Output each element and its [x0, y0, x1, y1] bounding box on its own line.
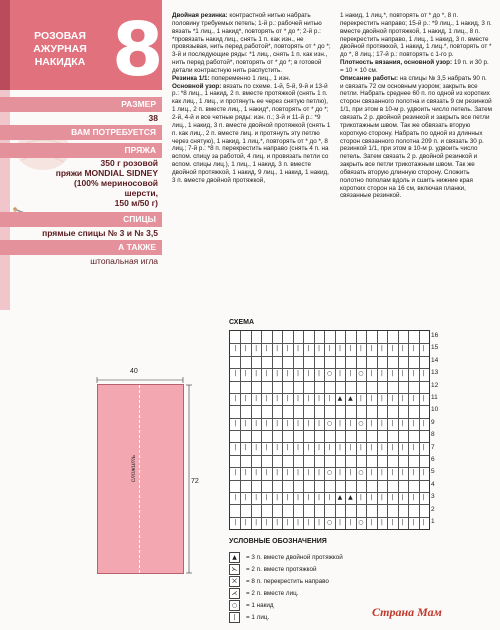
grid-row-line [230, 381, 429, 382]
grid-row-line [230, 368, 429, 369]
chart-stitch-mark: | [412, 444, 415, 452]
chart-stitch-mark: | [318, 469, 321, 477]
chart-stitch-mark: | [307, 345, 310, 353]
grid-row-line [230, 455, 429, 456]
chart-stitch-mark: | [276, 394, 279, 402]
chart-stitch-mark: | [422, 419, 425, 427]
chart-stitch-mark: | [422, 518, 425, 526]
chart-stitch-mark: | [401, 419, 404, 427]
chart-stitch-mark: | [255, 370, 258, 378]
chart-stitch-mark: ▲ [348, 493, 353, 501]
chart-stitch-mark: | [265, 493, 268, 501]
chart-stitch-mark: | [244, 469, 247, 477]
legend-label: = 2 п. вместе протяжкой [246, 566, 317, 574]
chart-stitch-mark: | [328, 394, 331, 402]
grid-row-line [230, 393, 429, 394]
chart-stitch-mark: | [380, 518, 383, 526]
row-number: 7 [431, 443, 435, 451]
need-band: ВАМ ПОТРЕБУЕТСЯ [0, 125, 162, 140]
grid-row-line [230, 480, 429, 481]
chart-stitch-mark: | [401, 370, 404, 378]
chart-stitch-mark: | [297, 444, 300, 452]
chart-stitch-mark: | [234, 394, 237, 402]
chart-stitch-mark: | [412, 469, 415, 477]
chart-stitch-mark: | [370, 345, 373, 353]
chart-stitch-mark: | [412, 518, 415, 526]
chart-stitch-mark: | [401, 444, 404, 452]
chart-stitch-mark: | [391, 493, 394, 501]
chart-stitch-mark: | [286, 370, 289, 378]
chart-stitch-mark: | [359, 345, 362, 353]
yarn-band: ПРЯЖА [0, 143, 162, 158]
grid-row-line [230, 504, 429, 505]
chart-stitch-mark: | [234, 469, 237, 477]
chart-stitch-mark: | [391, 345, 394, 353]
legend-label: = 1 накид [246, 602, 274, 610]
legend-item [229, 564, 317, 576]
grid-row-line [230, 418, 429, 419]
chart-stitch-mark: | [265, 345, 268, 353]
needles-value: прямые спицы № 3 и № 3,5 [42, 228, 158, 238]
chart-stitch-mark: ▲ [348, 394, 353, 402]
chart-stitch-mark: | [265, 370, 268, 378]
chart-stitch-mark: | [318, 493, 321, 501]
chart-stitch-mark: | [338, 518, 341, 526]
chart-stitch-mark: | [359, 444, 362, 452]
chart-stitch-mark: | [412, 419, 415, 427]
schema-title: СХЕМА [229, 319, 255, 326]
chart-stitch-mark: | [412, 345, 415, 353]
title-line: АЖУРНАЯ [33, 43, 87, 55]
row-number: 6 [431, 456, 435, 464]
chart-stitch-mark: | [380, 370, 383, 378]
grid-row-line [230, 442, 429, 443]
chart-stitch-mark: | [307, 518, 310, 526]
chart-stitch-mark: | [359, 493, 362, 501]
chart-stitch-mark: | [401, 493, 404, 501]
chart-stitch-mark: | [412, 370, 415, 378]
row-number: 2 [431, 505, 435, 513]
chart-stitch-mark: | [318, 345, 321, 353]
legend-label: = 2 п. вместе лиц. [246, 590, 299, 598]
chart-stitch-mark: ○ [326, 419, 333, 427]
legend-item [229, 588, 298, 600]
project-title [10, 30, 110, 69]
chart-stitch-mark: | [276, 444, 279, 452]
chart-stitch-mark: | [370, 394, 373, 402]
chart-stitch-mark: | [234, 518, 237, 526]
chart-stitch-mark: | [370, 469, 373, 477]
row-number: 16 [431, 332, 439, 339]
chart-stitch-mark: | [244, 419, 247, 427]
chart-stitch-mark: | [307, 493, 310, 501]
legend-item [229, 552, 343, 564]
title-line: НАКИДКА [34, 56, 86, 68]
legend-item [229, 576, 329, 588]
chart-stitch-mark: | [401, 345, 404, 353]
row-number: 15 [431, 344, 439, 352]
piece-rectangle [97, 384, 184, 574]
chart-stitch-mark: | [380, 394, 383, 402]
size-value: 38 [148, 113, 158, 123]
chart-stitch-mark: | [422, 345, 425, 353]
chart-stitch-mark: | [318, 518, 321, 526]
width-label: 40 [130, 368, 138, 375]
chart-stitch-mark: ▲ [337, 493, 343, 501]
chart-stitch-mark: | [391, 370, 394, 378]
chart-stitch-mark: | [244, 518, 247, 526]
row-number: 9 [431, 418, 435, 426]
chart-stitch-mark: | [422, 394, 425, 402]
chart-stitch-mark: | [286, 394, 289, 402]
height-label: 72 [191, 478, 199, 485]
chart-stitch-mark: | [255, 469, 258, 477]
chart-stitch-mark: | [401, 469, 404, 477]
chart-stitch-mark: | [255, 518, 258, 526]
chart-stitch-mark: ○ [326, 370, 333, 378]
row-number: 12 [431, 381, 439, 389]
chart-stitch-mark: | [276, 469, 279, 477]
chart-stitch-mark: | [349, 444, 352, 452]
grid-row-line [230, 467, 429, 468]
chart-stitch-mark: | [276, 493, 279, 501]
chart-stitch-mark: | [391, 419, 394, 427]
chart-stitch-mark: | [276, 518, 279, 526]
chart-stitch-mark: | [422, 444, 425, 452]
also-value: штопальная игла [90, 256, 158, 266]
chart-stitch-mark: | [370, 444, 373, 452]
chart-stitch-mark: | [307, 394, 310, 402]
chart-stitch-mark: | [286, 493, 289, 501]
grid-row-line [230, 405, 429, 406]
legend-symbol-icon: ⋋ [229, 564, 240, 575]
chart-stitch-mark: | [297, 370, 300, 378]
row-number: 1 [431, 518, 435, 526]
chart-stitch-mark: | [412, 394, 415, 402]
chart-stitch-mark: | [391, 394, 394, 402]
needles-band: СПИЦЫ [0, 212, 162, 227]
chart-stitch-mark: | [401, 518, 404, 526]
chart-stitch-mark: | [338, 469, 341, 477]
yarn-value: 350 г розовой пряжи MONDIAL SIDNEY (100% мериносовой шерсти, 150 м/50 г) [55, 158, 158, 208]
chart-stitch-mark: | [297, 419, 300, 427]
grid-row-line [230, 343, 429, 344]
chart-stitch-mark: | [412, 493, 415, 501]
chart-stitch-mark: | [359, 394, 362, 402]
legend-item [229, 612, 269, 624]
chart-stitch-mark: | [422, 370, 425, 378]
chart-stitch-mark: | [349, 345, 352, 353]
legend-title: УСЛОВНЫЕ ОБОЗНАЧЕНИЯ [229, 538, 327, 545]
chart-stitch-mark: | [338, 370, 341, 378]
chart-stitch-mark: | [422, 493, 425, 501]
chart-stitch-mark: | [244, 345, 247, 353]
legend-label: = 1 лиц. [246, 614, 270, 622]
chart-stitch-mark: | [338, 345, 341, 353]
chart-stitch-mark: | [422, 469, 425, 477]
chart-stitch-mark: | [391, 518, 394, 526]
fold-line [139, 385, 140, 573]
chart-stitch-mark: | [234, 370, 237, 378]
chart-stitch-mark: | [307, 444, 310, 452]
chart-stitch-mark: ○ [358, 370, 364, 378]
chart-stitch-mark: | [391, 469, 394, 477]
chart-stitch-mark: | [276, 345, 279, 353]
grid-row-line [230, 517, 429, 518]
knitting-chart-grid [229, 330, 430, 530]
chart-stitch-mark: | [349, 370, 352, 378]
row-number: 14 [431, 356, 439, 364]
chart-stitch-mark: | [297, 493, 300, 501]
chart-stitch-mark: | [307, 419, 310, 427]
chart-stitch-mark: | [338, 419, 341, 427]
chart-stitch-mark: | [349, 419, 352, 427]
chart-stitch-mark: | [307, 469, 310, 477]
chart-stitch-mark: | [349, 469, 352, 477]
project-number: 8 [112, 7, 164, 93]
chart-stitch-mark: | [244, 444, 247, 452]
also-band: А ТАКЖЕ [0, 240, 162, 255]
chart-stitch-mark: | [255, 493, 258, 501]
chart-stitch-mark: | [244, 394, 247, 402]
chart-stitch-mark: ○ [358, 419, 364, 427]
row-numbers [431, 330, 443, 529]
chart-stitch-mark: | [265, 394, 268, 402]
legend-symbol-icon: ⨉ [229, 576, 240, 587]
chart-stitch-mark: | [286, 469, 289, 477]
chart-stitch-mark: | [380, 444, 383, 452]
chart-stitch-mark: | [318, 370, 321, 378]
chart-stitch-mark: | [286, 444, 289, 452]
row-number: 8 [431, 431, 435, 439]
chart-stitch-mark: | [286, 345, 289, 353]
legend-label: = 8 п. перекрестить направо [246, 578, 329, 586]
row-number: 13 [431, 369, 439, 377]
legend-symbol-icon: ⋌ [229, 588, 240, 599]
title-line: РОЗОВАЯ [34, 30, 86, 42]
text-column-2: 1 накид, 1 лиц.*, повторять от * до *, 8 п. перекрестить направо; 15-й р.: *9 лиц., 1 накид, 3 п. вместе двойной протяжкой, 1 накид, 1 лиц., 8 п. перекрестить направо, 1 лиц., 1 накид, 3 п. вместе двойной протяжкой, 1 накид, 1 лиц.*, повторять от * до *, 8 лиц.; 17-й р.: повторять с 1-го р. Плотность вязания, основной узор: 19 п. и 30 р. = 10 × 10 см. Описание работы: на спицы № 3,5 набрать 90 п. и связать 72 см основным узором; закрыть все петли. Набрать среднее 60 п. по одной из коротких сторон связанного полотна и связать 9 см резинкой 1/1, при этом в 10-м р. удвоить число петель. Затем связать 2 р. двойной резинкой и закрыть все петли трикотажным швом. Так же обвязать вторую короткую сторону. Набрать по одной из длинных сторон связанного полотна 209 п. и связать 30 р. резинкой 1/1, при этом в 10-м р. удвоить число петель. Затем связать 2 р. двойной резинкой и закрыть все петли трикотажным швом. Так же обвязать вторую длинную сторону. Сложить полотно пополам вдоль и сшить нижние края коротких сторон на 16 см, включая планки, связанные резинкой. [340, 12, 493, 200]
row-number: 11 [431, 394, 438, 402]
chart-stitch-mark: | [380, 419, 383, 427]
chart-stitch-mark: | [328, 493, 331, 501]
chart-stitch-mark: | [328, 444, 331, 452]
text-column-1: Двойная резинка: контрастной нитью набрать половину требуемых петель; 1-й р.: рабочей нитью вязать *1 лиц., 1 накид*, повторять от * до *; 2-й р.: *провязать накид лиц., снять 1 п. как изн., не провязывая, нить перед работой*, повторять от * до *; 3-й и последующие ряды: *1 лиц., снять 1 п. как изн., нить перед работой*, повторять от * до *; в готовой детали контрастную нить распустить. Резинка 1/1: попеременно 1 лиц., 1 изн. Основной узор: вязать по схеме. 1-й, 5-й, 9-й и 13-й р.: *8 лиц., 1 накид, 2 п. вместе протяжкой (снять 1 п. как лиц., 1 лиц., и протянуть ее через снятую петлю), 1 лиц., 2 п. вместе лиц., 1 накид*, повторять от * до *; 2-й, 4-й и все четные ряды: изн. п.; 3-й и 11-й р.: *9 лиц., 1 накид, 3 п. вместе двойной протяжкой (снять 1 п. как лиц., 2 п. вместе лиц. и протянуть эту петлю через снятую), 1 накид, 1 лиц.*, повторять от * до *, 8 лиц.; 7-й р.: *8 п. перекрестить направо (снять 4 п. на вспом. спицу за работой, 4 лиц. и провязать петли со вспом. спицы лиц.), 1 лиц., 1 накид, 3 п. вместе двойной протяжкой, 1 накид, 9 лиц., 1 накид, 1 накид, 3 п. вместе двойной протяжкой, [172, 12, 331, 184]
chart-stitch-mark: | [234, 345, 237, 353]
grid-row-line [230, 356, 429, 357]
chart-stitch-mark: | [338, 444, 341, 452]
legend-symbol-icon: ▲ [229, 552, 240, 563]
chart-stitch-mark: | [265, 469, 268, 477]
chart-stitch-mark: | [401, 394, 404, 402]
chart-stitch-mark: | [380, 493, 383, 501]
chart-stitch-mark: | [297, 518, 300, 526]
chart-stitch-mark: | [380, 345, 383, 353]
legend-item [229, 600, 274, 612]
chart-stitch-mark: | [370, 370, 373, 378]
chart-stitch-mark: | [370, 493, 373, 501]
chart-stitch-mark: | [255, 419, 258, 427]
chart-stitch-mark: | [286, 419, 289, 427]
chart-stitch-mark: | [318, 394, 321, 402]
chart-stitch-mark: | [318, 419, 321, 427]
legend-label: = 3 п. вместе двойной протяжкой [246, 554, 343, 562]
chart-stitch-mark: | [255, 345, 258, 353]
chart-stitch-mark: | [370, 419, 373, 427]
grid-row-line [230, 492, 429, 493]
chart-stitch-mark: | [297, 345, 300, 353]
chart-stitch-mark: | [265, 444, 268, 452]
chart-stitch-mark: | [255, 444, 258, 452]
chart-stitch-mark: | [328, 345, 331, 353]
row-number: 10 [431, 406, 439, 414]
banner-rail [0, 0, 10, 90]
chart-stitch-mark: ○ [326, 469, 333, 477]
chart-stitch-mark: | [380, 469, 383, 477]
chart-stitch-mark: ▲ [337, 394, 343, 402]
row-number: 4 [431, 480, 435, 488]
chart-stitch-mark: | [370, 518, 373, 526]
fold-label: сложить [130, 454, 138, 483]
legend-symbol-icon: | [229, 612, 240, 623]
chart-stitch-mark: ○ [358, 469, 364, 477]
chart-stitch-mark: | [318, 444, 321, 452]
chart-stitch-mark: | [265, 518, 268, 526]
chart-stitch-mark: | [349, 518, 352, 526]
legend-symbol-icon: ○ [229, 600, 240, 611]
size-band: РАЗМЕР [0, 97, 162, 112]
row-number: 3 [431, 493, 435, 501]
grid-row-line [230, 430, 429, 431]
chart-stitch-mark: | [265, 419, 268, 427]
chart-stitch-mark: ○ [326, 518, 333, 526]
chart-stitch-mark: | [276, 419, 279, 427]
chart-stitch-mark: | [391, 444, 394, 452]
chart-stitch-mark: | [297, 469, 300, 477]
chart-stitch-mark: | [255, 394, 258, 402]
chart-stitch-mark: ○ [358, 518, 364, 526]
chart-stitch-mark: | [276, 370, 279, 378]
chart-stitch-mark: | [297, 394, 300, 402]
chart-stitch-mark: | [234, 444, 237, 452]
chart-stitch-mark: | [286, 518, 289, 526]
width-arrow [96, 377, 184, 383]
row-number: 5 [431, 468, 435, 476]
chart-stitch-mark: | [244, 370, 247, 378]
chart-stitch-mark: | [244, 493, 247, 501]
watermark: Страна Мам [372, 605, 442, 619]
chart-stitch-mark: | [234, 419, 237, 427]
chart-stitch-mark: | [307, 370, 310, 378]
chart-stitch-mark: | [234, 493, 237, 501]
